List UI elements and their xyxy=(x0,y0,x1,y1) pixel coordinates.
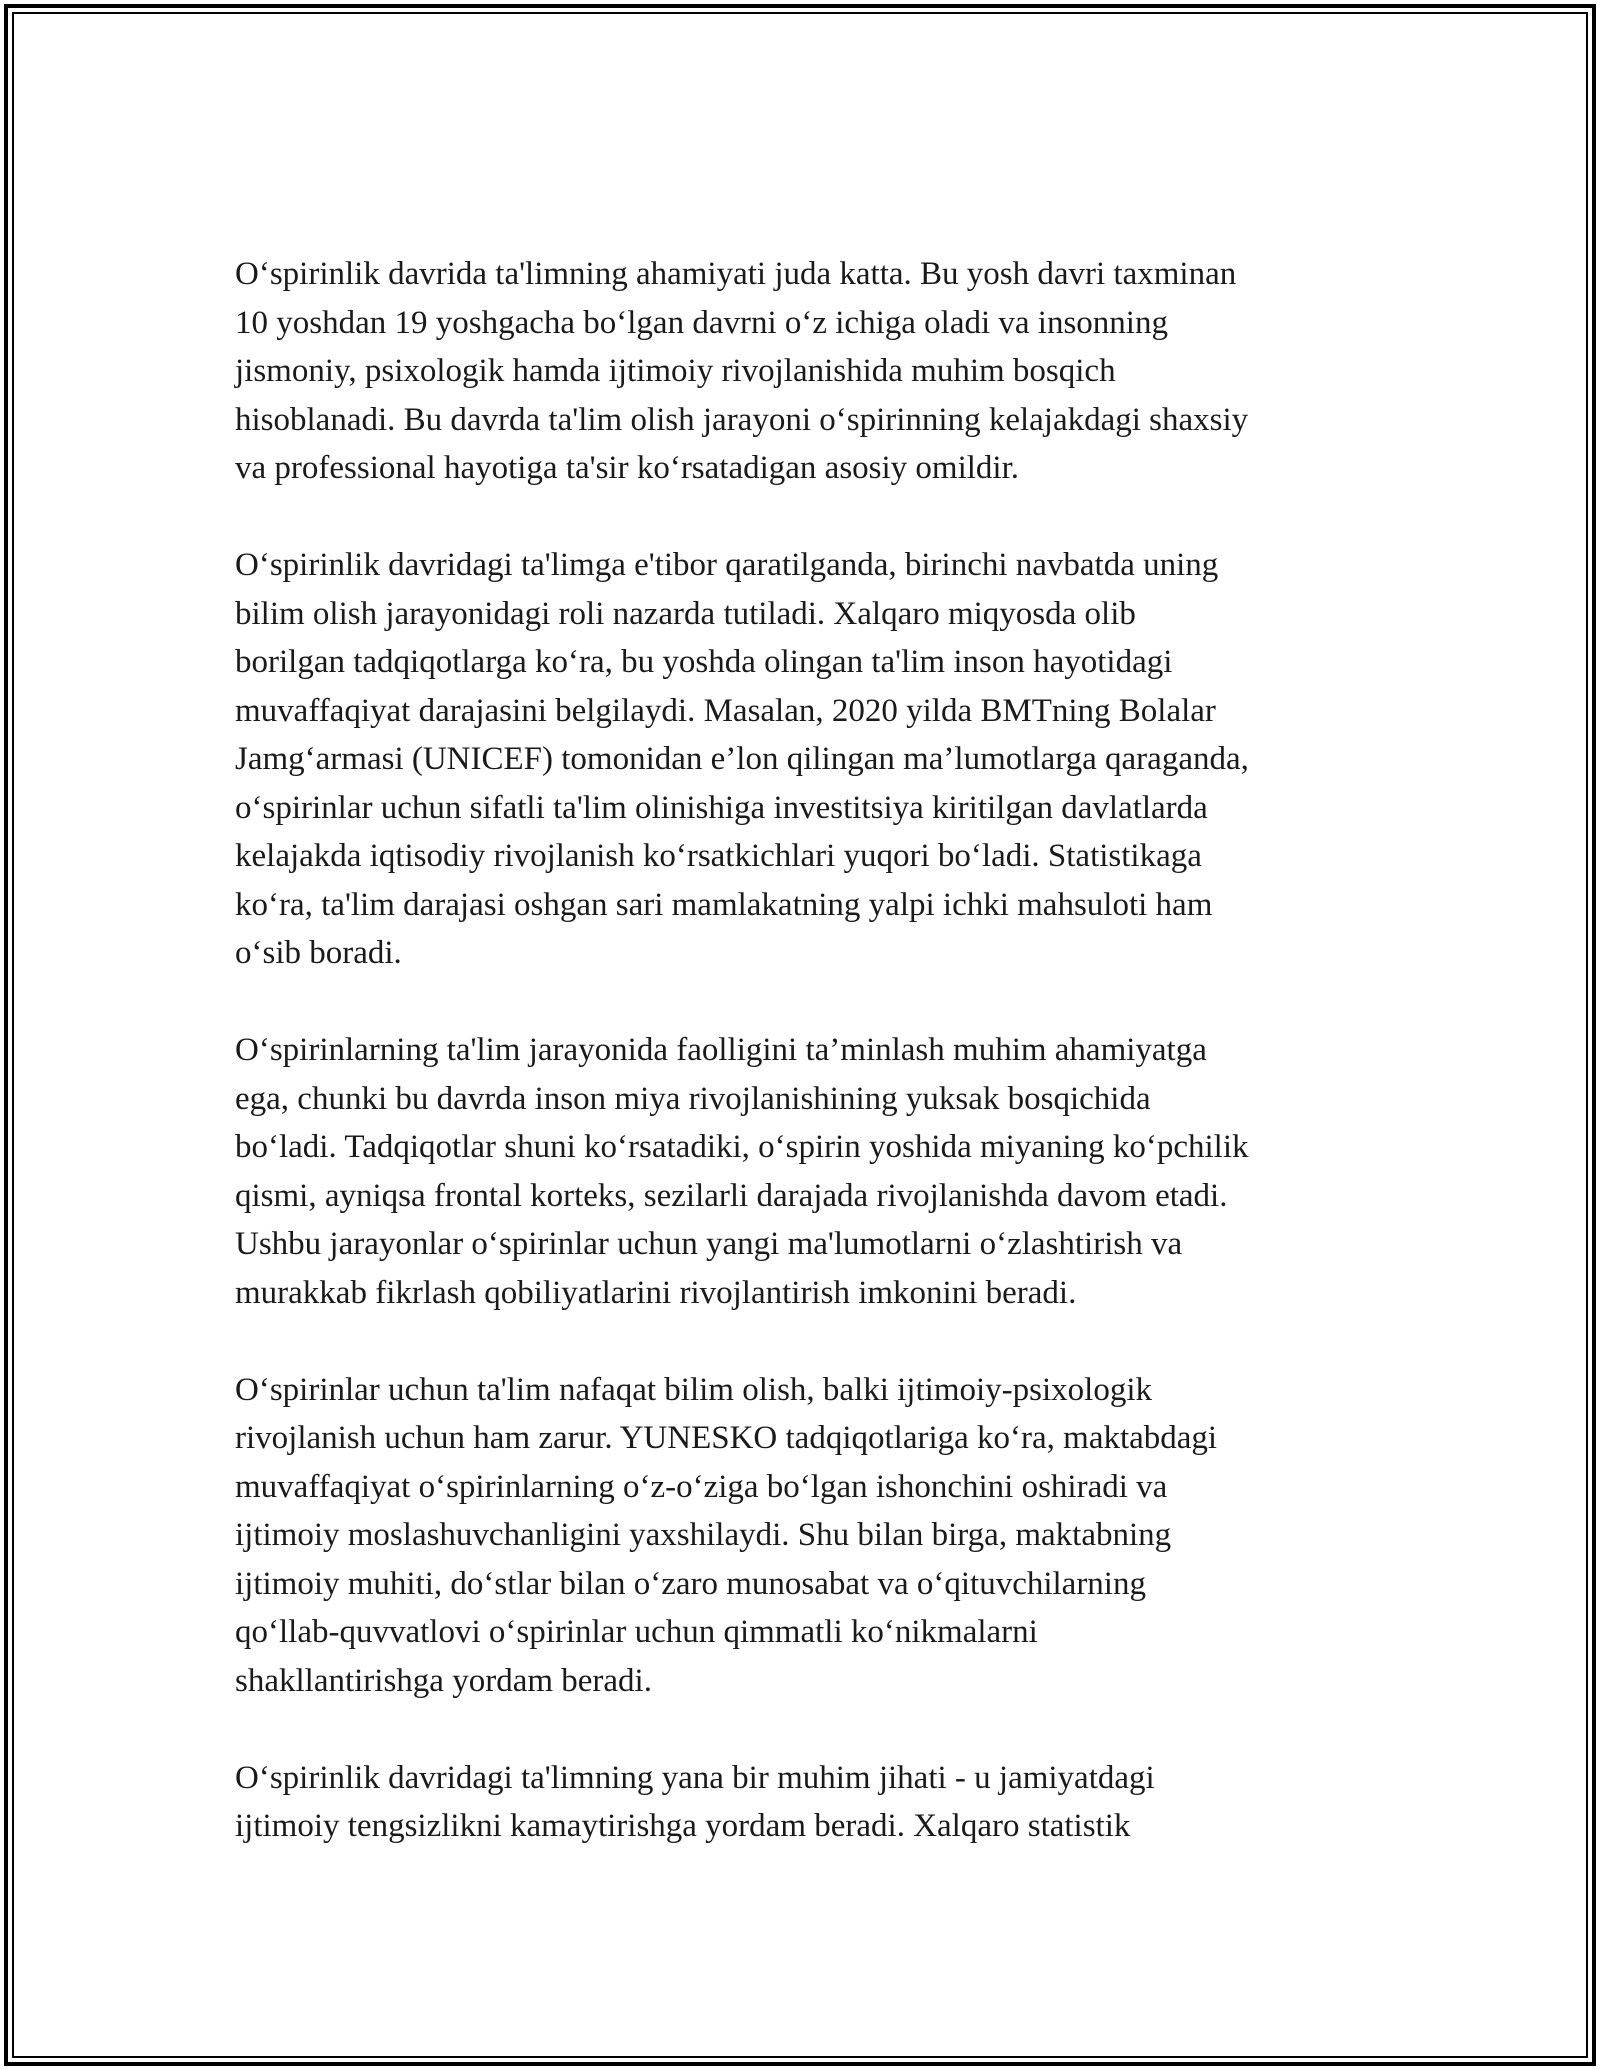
text-line: O‘spirinlik davridagi ta'limga e'tibor qaratilganda, birinchi navbatda uning xyxy=(235,547,1219,583)
text-line: ijtimoiy muhiti, do‘stlar bilan o‘zaro munosabat va o‘qituvchilarning xyxy=(235,1565,1146,1602)
text-line: ega, chunki bu davrda inson miya rivojlanishining yuksak bosqichida xyxy=(235,1080,1151,1117)
text-line: Jamg‘armasi (UNICEF) tomonidan e’lon qilingan ma’lumotlarga qaraganda, xyxy=(235,741,1249,777)
text-line: muvaffaqiyat o‘spirinlarning o‘z-o‘ziga bo‘lgan ishonchini oshiradi va xyxy=(235,1468,1168,1505)
paragraph-3 xyxy=(235,1026,1375,1317)
paragraph-1 xyxy=(235,250,1375,493)
text-line: Ushbu jarayonlar o‘spirinlar uchun yangi ma'lumotlarni o‘zlashtirish va xyxy=(235,1226,1183,1262)
text-line: kelajakda iqtisodiy rivojlanish ko‘rsatkichlari yuqori bo‘ladi. Statistikaga xyxy=(235,838,1202,874)
text-line: ko‘ra, ta'lim darajasi oshgan sari mamlakatning yalpi ichki mahsuloti ham xyxy=(235,886,1213,923)
text-line: O‘spirinlarning ta'lim jarayonida faolligini ta’minlash muhim ahamiyatga xyxy=(235,1032,1207,1068)
text-line: qo‘llab-quvvatlovi o‘spirinlar uchun qimmatli ko‘nikmalarni xyxy=(235,1614,1038,1650)
text-line: shakllantirishga yordam beradi. xyxy=(235,1662,652,1699)
text-line: rivojlanish uchun ham zarur. YUNESKO tadqiqotlariga ko‘ra, maktabdagi xyxy=(235,1420,1218,1456)
text-line: bo‘ladi. Tadqiqotlar shuni ko‘rsatadiki, o‘spirin yoshida miyaning ko‘pchilik xyxy=(235,1129,1249,1165)
text-line: o‘spirinlar uchun sifatli ta'lim olinishiga investitsiya kiritilgan davlatlarda xyxy=(235,789,1208,826)
text-line: hisoblanadi. Bu davrda ta'lim olish jarayoni o‘spirinning kelajakdagi shaxsiy xyxy=(235,401,1249,438)
text-line: O‘spirinlik davrida ta'limning ahamiyati juda katta. Bu yosh davri taxminan xyxy=(235,256,1237,292)
text-line: ijtimoiy tengsizlikni kamaytirishga yordam beradi. Xalqaro statistik xyxy=(235,1808,1131,1844)
text-line: qismi, ayniqsa frontal korteks, sezilarli darajada rivojlanishda davom etadi. xyxy=(235,1177,1228,1214)
text-line: muvaffaqiyat darajasini belgilaydi. Masalan, 2020 yilda BMTning Bolalar xyxy=(235,692,1216,729)
document-body xyxy=(235,250,1375,1899)
text-line: jismoniy, psixologik hamda ijtimoiy rivojlanishida muhim bosqich xyxy=(235,353,1116,389)
text-line: borilgan tadqiqotlarga ko‘ra, bu yoshda olingan ta'lim inson hayotidagi xyxy=(235,644,1173,680)
text-line: va professional hayotiga ta'sir ko‘rsatadigan asosiy omildir. xyxy=(235,450,1020,486)
text-line: O‘spirinlar uchun ta'lim nafaqat bilim olish, balki ijtimoiy-psixologik xyxy=(235,1371,1152,1408)
text-line: O‘spirinlik davridagi ta'limning yana bir muhim jihati - u jamiyatdagi xyxy=(235,1759,1155,1796)
text-line: ijtimoiy moslashuvchanligini yaxshilaydi. Shu bilan birga, maktabning xyxy=(235,1517,1172,1553)
text-line: 10 yoshdan 19 yoshgacha bo‘lgan davrni o‘z ichiga oladi va insonning xyxy=(235,304,1168,341)
text-line: murakkab fikrlash qobiliyatlarini rivojlantirish imkonini beradi. xyxy=(235,1274,1077,1311)
paragraph-2 xyxy=(235,541,1375,978)
paragraph-4 xyxy=(235,1366,1375,1706)
text-line: o‘sib boradi. xyxy=(235,935,402,971)
text-line: bilim olish jarayonidagi roli nazarda tutiladi. Xalqaro miqyosda olib xyxy=(235,595,1136,632)
paragraph-5 xyxy=(235,1754,1375,1851)
